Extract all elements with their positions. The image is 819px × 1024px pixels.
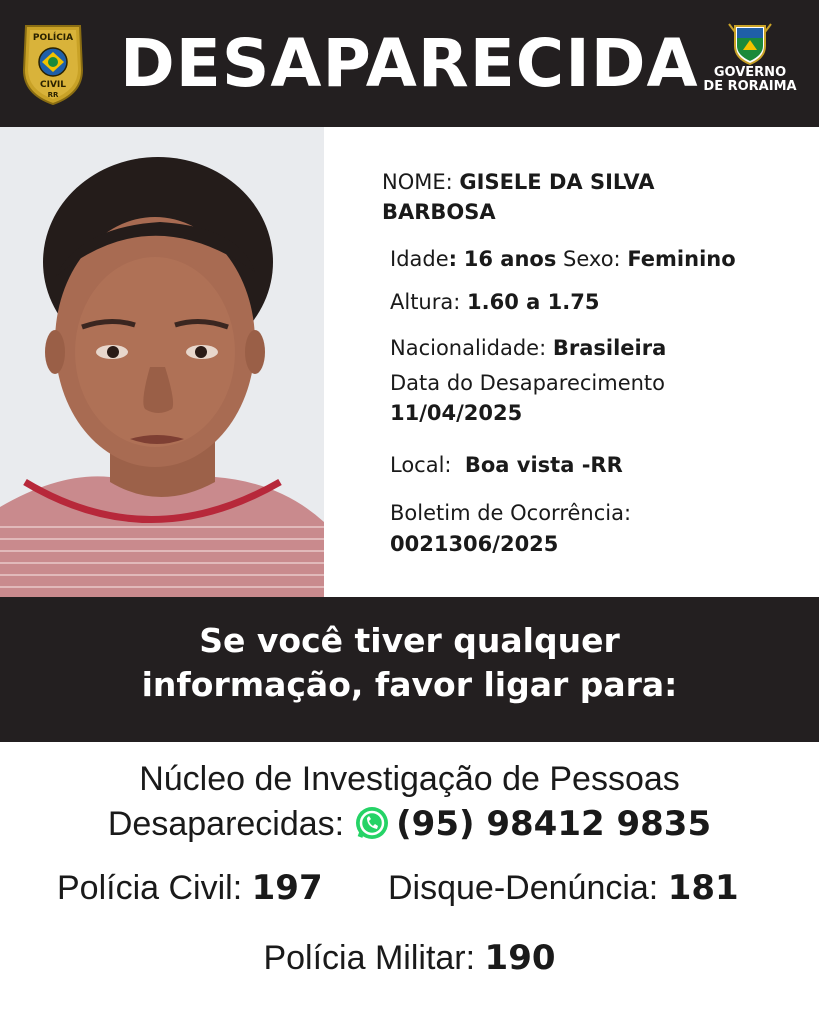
nucleus-line-1: Núcleo de Investigação de Pessoas [139,760,680,798]
location-label: Local: [390,453,452,477]
banner-line-2: informação, favor ligar para: [141,665,678,704]
report-label: Boletim de Ocorrência: [390,501,632,525]
nationality-label: Nacionalidade: [390,336,547,360]
name-value-line2: BARBOSA [382,200,496,224]
nucleus-label: Desaparecidas: [107,805,345,843]
age-value: 16 anos [463,247,557,271]
missing-person-photo [0,127,324,597]
military-label: Polícia Militar: [263,939,476,977]
police-badge-icon [20,22,86,106]
nationality-value: Brasileira [552,336,667,360]
call-to-action-banner [0,597,819,742]
name-value-line1: GISELE DA SILVA [459,170,655,194]
date-row [390,401,522,425]
whatsapp-number[interactable]: (95) 98412 9835 [396,804,712,844]
page-title: DESAPARECIDA [120,25,699,102]
civil-label: Polícia Civil: [57,869,243,907]
badge-text-top: POLÍCIA [32,33,74,43]
government-crest-icon [727,22,773,66]
government-logo [700,22,800,112]
civil-number[interactable]: 197 [251,868,323,908]
age-label: Idade [390,247,449,271]
age-sex-row [390,247,736,271]
banner-line-1: Se você tiver qualquer [199,621,620,660]
dd-number[interactable]: 181 [667,868,739,908]
sex-value: Feminino [627,247,736,271]
military-number[interactable]: 190 [484,938,556,978]
gov-line-1: GOVERNO [713,65,787,80]
nucleus-line-2 [0,804,819,850]
badge-text-bottom: RR [47,91,59,99]
date-value: 11/04/2025 [390,401,523,425]
name-row [382,170,654,194]
header-bar [0,0,819,127]
name-label: NOME: [382,170,453,194]
dd-label: Disque-Denúncia: [388,869,659,907]
location-value: Boa vista -RR [464,453,623,477]
dd-row [388,868,739,908]
height-label: Altura: [390,290,461,314]
location-row [390,453,623,477]
banner-text [0,619,819,707]
height-value: 1.60 a 1.75 [467,290,600,314]
badge-text-mid: CIVIL [39,80,67,90]
gov-line-2: DE RORAIMA [703,79,797,94]
name-row-2 [382,200,496,224]
report-row [390,532,558,556]
military-police-row [0,938,819,978]
sex-label: Sexo: [563,247,621,271]
date-label: Data do Desaparecimento [390,371,666,395]
report-value: 0021306/2025 [390,532,559,556]
civil-police-row [57,868,323,908]
whatsapp-icon [354,805,390,850]
nationality-row [390,336,666,360]
height-row [390,290,599,314]
age-colon: : [448,247,458,271]
